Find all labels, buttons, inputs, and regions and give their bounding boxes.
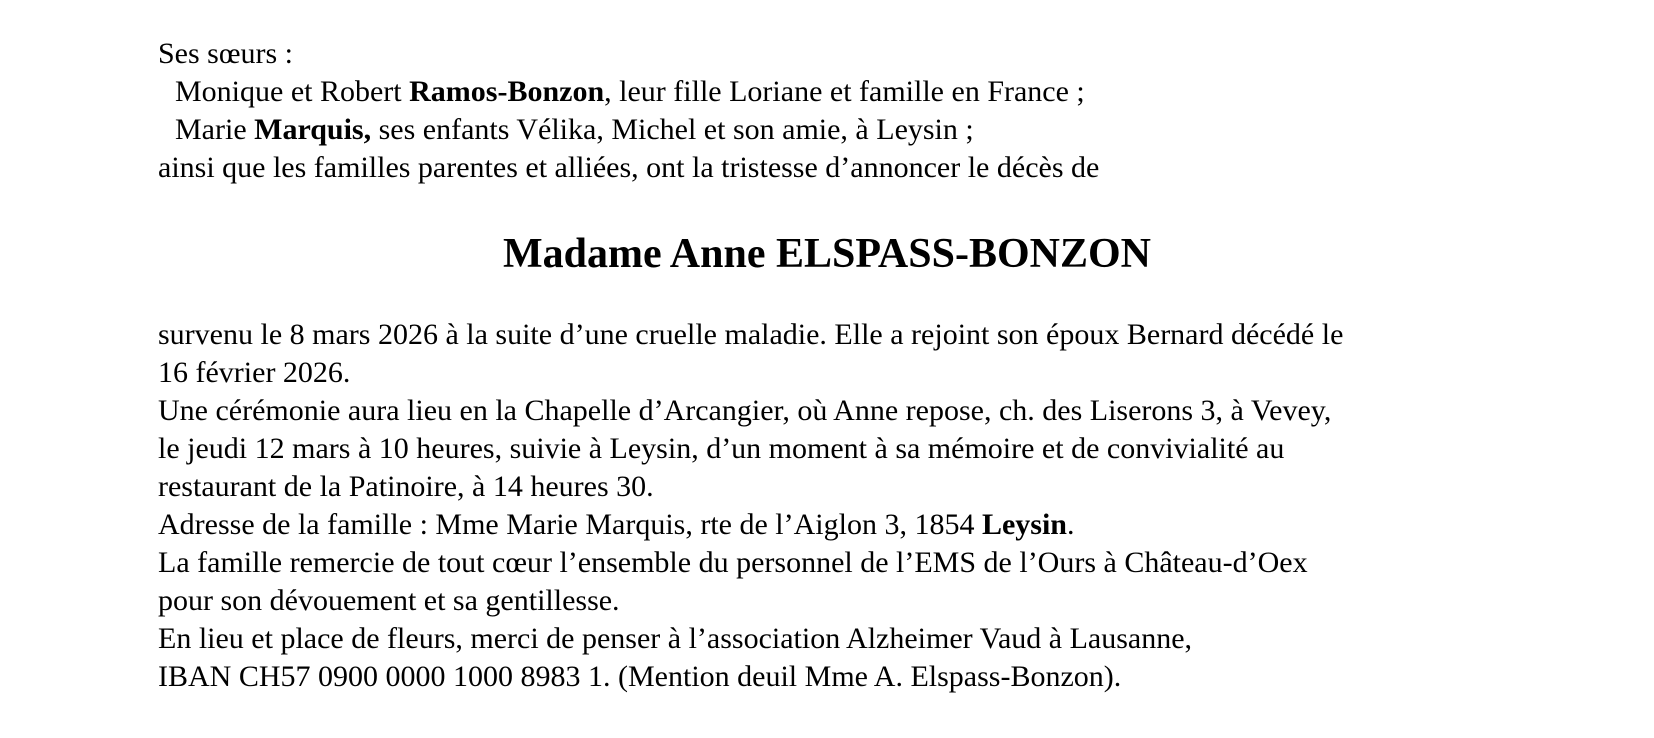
family-line-text: Monique et Robert: [175, 75, 410, 108]
address-text: Adresse de la famille : Mme Marie Marquis, rte de l’Aiglon 3, 1854: [158, 508, 982, 541]
family-line-ramos-bonzon: [175, 73, 1085, 111]
family-line-text: Marie: [175, 113, 255, 146]
deceased-name-title: Madame Anne ELSPASS-BONZON: [503, 231, 1151, 277]
body-line: En lieu et place de fleurs, merci de penser à l’association Alzheimer Vaud à Lausanne,: [158, 622, 1193, 655]
body-line: restaurant de la Patinoire, à 14 heures 30.: [158, 470, 654, 503]
family-line-marquis: [175, 111, 974, 149]
family-address-line: [158, 506, 1075, 544]
family-name-bold: Marquis,: [254, 113, 372, 146]
body-line: 16 février 2026.: [158, 356, 351, 389]
family-line-text: ses enfants Vélika, Michel et son amie, à Leysin ;: [371, 113, 974, 146]
family-line-text: , leur fille Loriane et famille en France ;: [604, 75, 1085, 108]
body-line: survenu le 8 mars 2026 à la suite d’une cruelle maladie. Elle a rejoint son époux Bernard décédé le: [158, 318, 1344, 351]
family-name-bold: Ramos-Bonzon: [409, 75, 605, 108]
body-line: Une cérémonie aura lieu en la Chapelle d’Arcangier, où Anne repose, ch. des Liserons 3, à Vevey,: [158, 394, 1332, 427]
body-line: le jeudi 12 mars à 10 heures, suivie à Leysin, d’un moment à sa mémoire et de convivialité au: [158, 432, 1285, 465]
iban-line: IBAN CH57 0900 0000 1000 8983 1. (Mention deuil Mme A. Elspass-Bonzon).: [158, 660, 1122, 693]
sisters-label: Ses sœurs :: [158, 37, 294, 70]
body-line: pour son dévouement et sa gentillesse.: [158, 584, 620, 617]
announcement-line: ainsi que les familles parentes et alliées, ont la tristesse d’annoncer le décès de: [158, 151, 1100, 184]
address-text: .: [1067, 508, 1075, 541]
body-line: La famille remercie de tout cœur l’ensemble du personnel de l’EMS de l’Ours à Château-d’Oex: [158, 546, 1308, 579]
address-town-bold: Leysin: [981, 508, 1067, 541]
